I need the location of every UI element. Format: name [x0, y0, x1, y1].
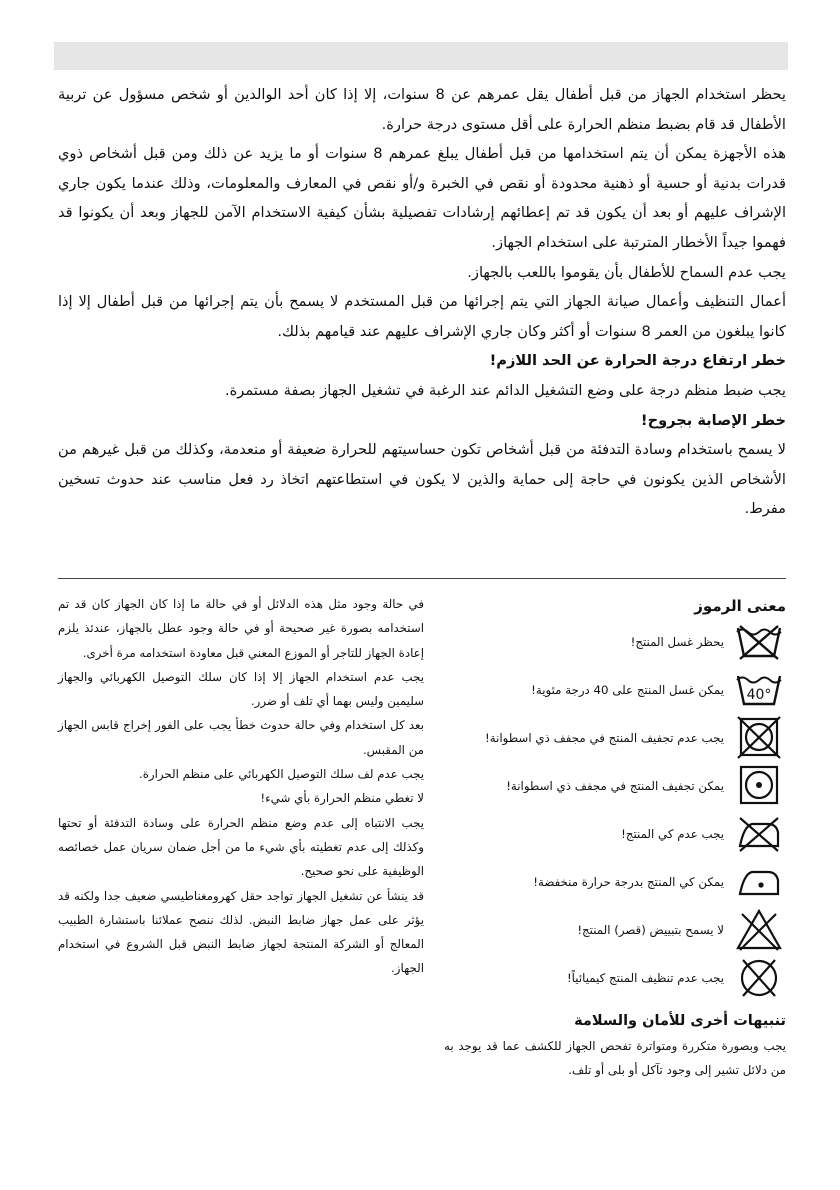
warning-paragraph: يجب عدم السماح للأطفال بأن يقوموا باللعب بالجهاز.	[467, 263, 786, 281]
safety-text: يجب وبصورة متكررة ومتواترة تفحص الجهاز للكشف عما قد يوجد به من دلائل تشير إلى وجود تآكل أو بلى أو تلف.	[444, 1039, 786, 1078]
wash-temperature: 40°	[746, 687, 772, 703]
warning-paragraph: أعمال التنظيف وأعمال صيانة الجهاز التي يتم إجرائها من قبل المستخدم لا يسمح بأن يتم إجرائها من قبل أطفال إلا إذا كانوا يبلغون من العمر 8 سنوات أو أكثر وكان جاري الإشراف عليهم عند قيامهم بذلك.	[58, 293, 786, 340]
tumble-dry-icon	[732, 764, 786, 808]
left-paragraph: يجب عدم استخدام الجهاز إلا إذا كان سلك التوصيل الكهربائي والجهاز سليمين وليس بهما أي تلف أو ضرر.	[58, 669, 424, 709]
symbol-text: يحظر غسل المنتج!	[630, 635, 724, 649]
warning-paragraph: يجب ضبط منظم درجة على وضع التشغيل الدائم عند الرغبة في تشغيل الجهاز بصفة مستمرة.	[224, 381, 786, 399]
warning-paragraph: يحظر استخدام الجهاز من قبل أطفال يقل عمرهم عن 8 سنوات، إلا إذا كان أحد الوالدين أو شخص مسؤول عن تربية الأطفال قد قام بضبط منظم الحرارة على أقل مستوى درجة حرارة.	[58, 86, 786, 133]
symbol-text: يجب عدم كي المنتج!	[621, 827, 724, 841]
symbol-row	[444, 716, 786, 760]
no-dry-clean-icon	[732, 956, 786, 1000]
left-paragraph: يجب عدم لف سلك التوصيل الكهربائي على منظم الحرارة.	[138, 767, 424, 782]
symbol-row	[444, 668, 786, 712]
injury-heading: خطر الإصابة بجروح!	[640, 411, 786, 429]
header-bar	[54, 42, 788, 70]
symbol-row	[444, 764, 786, 808]
symbol-row	[444, 860, 786, 904]
no-iron-icon	[732, 812, 786, 856]
main-warnings	[58, 80, 786, 524]
left-paragraph: في حالة وجود مثل هذه الدلائل أو في حالة ما إذا كان الجهاز كان قد تم استخدامه بصورة غير صحيحة أو في حالة وجود عطل بالجهاز، عندئذ يلزم إعادة الجهاز للتاجر أو الموزع المعني قبل معاودة استخدامه مرة أخرى.	[58, 597, 424, 660]
no-wash-icon	[732, 620, 786, 664]
section-divider	[58, 578, 786, 579]
left-paragraph: قد ينشأ عن تشغيل الجهاز تواجد حقل كهرومغناطيسي ضعيف جدا ولكنه قد يؤثر على عمل جهاز ضابط النبض. لذلك ننصح عملائنا باستشارة الطبيب المعالج أو الشركة المنتجة لجهاز ضابط النبض قبل الشروع في استخدام الجهاز.	[58, 888, 424, 976]
warning-paragraph: هذه الأجهزة يمكن أن يتم استخدامها من قبل أطفال يبلغ عمرهم 8 سنوات أو ما يزيد عن ذلك ومن قبل أشخاص ذوي قدرات بدنية أو حسية أو ذهنية محدودة أو نقص في الخبرة و/أو نقص في المعارف والمعلومات، وذلك عندما يكون جاري الإشراف عليهم أو بعد أن يكون قد تم إعطائهم إرشادات تفصيلية بشأن كيفية الاستخدام الآمن للجهاز وبعد أن يكونوا قد فهموا جيداً الأخطار المترتبة على استخدام الجهاز.	[58, 145, 786, 251]
left-paragraph: بعد كل استخدام وفي حالة حدوث خطأ يجب على الفور إخراج قابس الجهاز من المقبس.	[58, 718, 424, 757]
overheat-heading: خطر ارتفاع درجة الحرارة عن الحد اللازم!	[489, 352, 786, 370]
symbols-column	[444, 592, 786, 1083]
symbol-row	[444, 812, 786, 856]
safety-title: تنبيهات أخرى للأمان والسلامة	[574, 1013, 786, 1029]
symbol-row	[444, 956, 786, 1000]
no-bleach-icon	[732, 908, 786, 952]
symbol-text: يجب عدم تجفيف المنتج في مجفف ذي اسطوانة!	[485, 731, 724, 745]
symbol-text: يمكن كي المنتج بدرجة حرارة منخفضة!	[533, 875, 724, 889]
symbol-text: يمكن غسل المنتج على 40 درجة مئوية!	[531, 683, 724, 697]
left-paragraph: لا تغطي منظم الحرارة بأي شيء!	[260, 791, 424, 806]
symbol-text: يمكن تجفيف المنتج في مجفف ذي اسطوانة!	[506, 779, 724, 793]
symbol-row	[444, 908, 786, 952]
symbol-text: يجب عدم تنظيف المنتج كيميائياً!	[566, 971, 724, 985]
wash-40-icon	[732, 668, 786, 712]
left-paragraph: يجب الانتباه إلى عدم وضع منظم الحرارة على وسادة التدفئة أو تحتها وكذلك إلى عدم تغطيته بأي شيء ما من أجل ضمان سريان عمل خصائصه الوظيفية على نحو صحيح.	[58, 815, 424, 879]
symbol-text: لا يسمح بتبييض (قصر) المنتج!	[577, 923, 724, 937]
iron-low-icon	[732, 860, 786, 904]
symbol-row	[444, 620, 786, 664]
symbols-title: معنى الرموز	[694, 597, 786, 615]
warning-paragraph: لا يسمح باستخدام وسادة التدفئة من قبل أشخاص تكون حساسيتهم للحرارة ضعيفة أو منعدمة، وكذلك من قبل غيرهم من الأشخاص الذين يكونون في حاجة إلى حماية والذين لا يكون في استطاعتهم اتخاذ رد فعل مناسب عند حدوث تسخين مفرط.	[58, 441, 786, 518]
no-tumble-dry-icon	[732, 716, 786, 760]
left-column	[58, 592, 424, 981]
